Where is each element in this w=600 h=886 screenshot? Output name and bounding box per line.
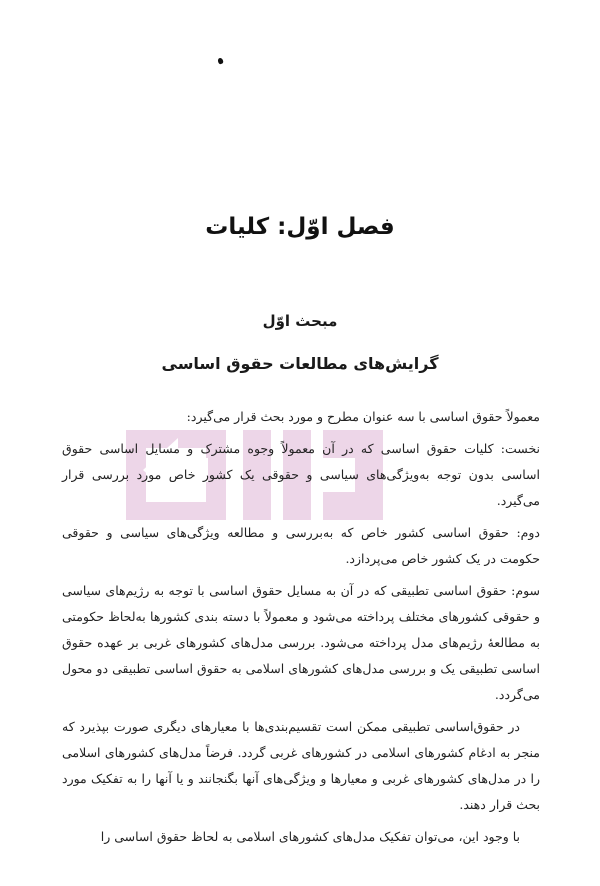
section-label: مبحث اوّل — [262, 312, 338, 330]
paragraph-first: نخست: کلیات حقوق اساسی که در آن معمولاً وجوه مشترک و مسایل اساسی حقوق اساسی بدون توجه به‌ویژگی‌های سیاسی و حقوقی یک کشور خاص مورد بررسی قرار می‌گیرد. — [62, 441, 540, 508]
paragraph-fifth: با وجود این، می‌توان تفکیک مدل‌های کشورهای اسلامی به لحاظ حقوق اساسی را — [100, 829, 520, 844]
ink-mark — [217, 57, 224, 64]
paragraph-fourth: در حقوق‌اساسی تطبیقی ممکن است تقسیم‌بندی‌ها با معیارهای دیگری صورت بپذیرد که منجر به ادغام کشورهای اسلامی در کشورهای غربی گردد. فرضاً مدل‌های کشورهای اسلامی را در مدل‌های کشورهای غربی و معیارها و ویژگی‌های آنها بگنجانند و یا آنها را به تفکیک مورد بحث قرار دهند. — [62, 719, 540, 812]
body-text — [62, 404, 540, 856]
section-title: گرایش‌های مطالعات حقوق اساسی — [161, 354, 439, 373]
paragraph-third: سوم: حقوق اساسی تطبیقی که در آن به مسایل حقوق اساسی با توجه به رژیم‌های سیاسی و حقوقی کشورهای مختلف پرداخته می‌شود و معمولاً با دسته بندی کشورها به‌لحاظ حکومتی به مطالعهٔ رژیم‌های مدل پرداخته می‌شود. بررسی مدل‌های کشورهای غربی بر عهده حقوق اساسی تطبیقی یک و بررسی مدل‌های کشورهای اسلامی به حقوق اساسی تطبیقی دو محول می‌گردد. — [62, 583, 540, 702]
paragraph-intro: معمولاً حقوق اساسی با سه عنوان مطرح و مورد بحث قرار می‌گیرد: — [186, 409, 540, 424]
chapter-title: فصل اوّل: کلیات — [205, 214, 395, 240]
paragraph-second: دوم: حقوق اساسی کشور خاص که به‌بررسی و مطالعه ویژگی‌های سیاسی و حقوقی حکومت در یک کشور خاص می‌پردازد. — [62, 525, 540, 566]
